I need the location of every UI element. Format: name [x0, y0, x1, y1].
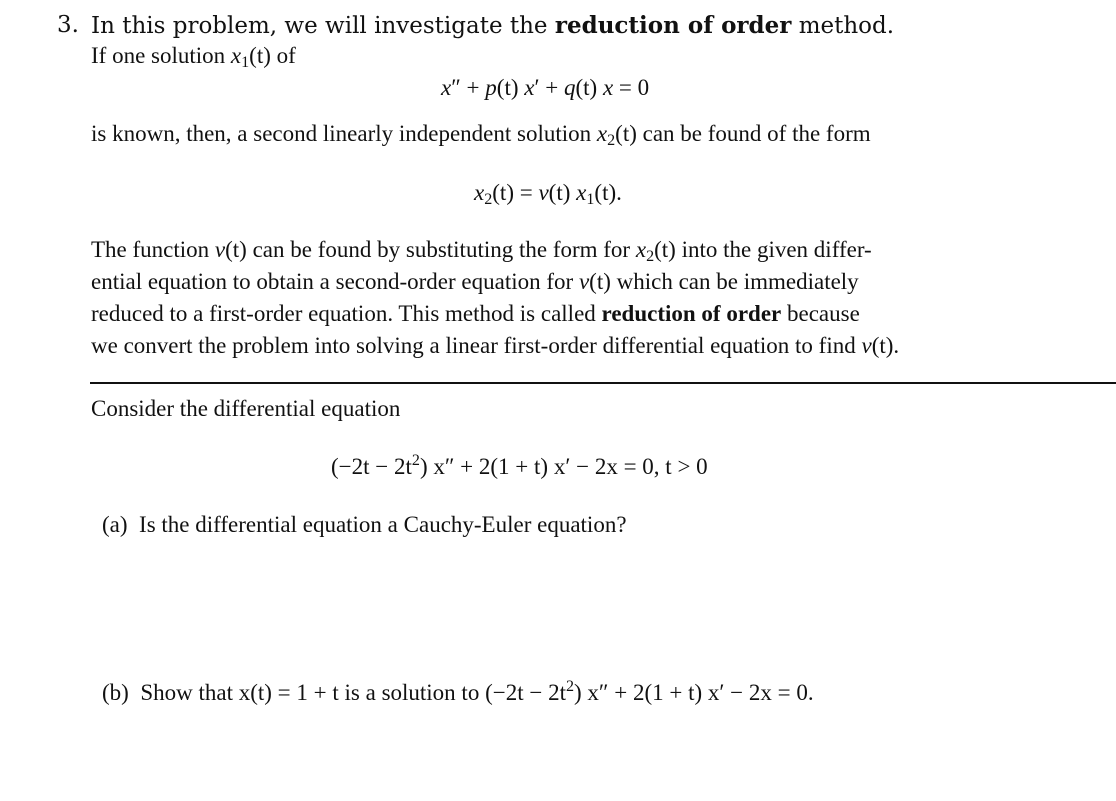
consider-text: Consider the differential equation [91, 396, 401, 421]
equation-given-ode: $(-2t - 2t^2)$ x″ + 2(1 + t) x′ − 2x = 0, t > 0 [331, 452, 708, 479]
part-a [102, 512, 627, 538]
term-reduction-of-order: reduction of order [554, 12, 792, 39]
paragraph-line-3: reduced to a first-order equation. This method is called reduction of order because [91, 301, 860, 326]
equation-general-ode: x″ + p(t) x′ + q(t) x = 0 [441, 75, 650, 100]
equation-second-solution: $x_2(t) = v(t)$ $x_1(t)$. [474, 180, 622, 209]
part-a-question: Is the differential equation a Cauchy-Euler equation? [139, 512, 627, 537]
part-a-label: (a) [102, 512, 128, 537]
part-b-solution: x(t) = 1 + t [238, 680, 339, 705]
paragraph-line-4: we convert the problem into solving a linear first-order differential equation to find v(t). [91, 333, 900, 358]
section-divider [90, 382, 1116, 384]
paragraph-line-2: ential equation to obtain a second-order equation for v(t) which can be immediately [91, 269, 859, 294]
intro-line: In this problem, we will investigate the reduction of order method. [91, 12, 895, 39]
problem-number: 3. [57, 12, 79, 38]
part-b-label: (b) [102, 680, 129, 705]
known-line: is known, then, a second linearly independent solution $x_2(t)$ can be found of the form [91, 121, 871, 150]
paragraph-line-1: The function v(t) can be found by substituting the form for $x_2(t)$ into the given differ- [91, 237, 872, 266]
intro-line-2: If one solution $x_1(t)$ of [91, 43, 296, 72]
part-b: (b) Show that x(t) = 1 + t is a solution to $(-2t - 2t^2)$ x″ + 2(1 + t) x′ − 2x = 0. [102, 678, 814, 705]
